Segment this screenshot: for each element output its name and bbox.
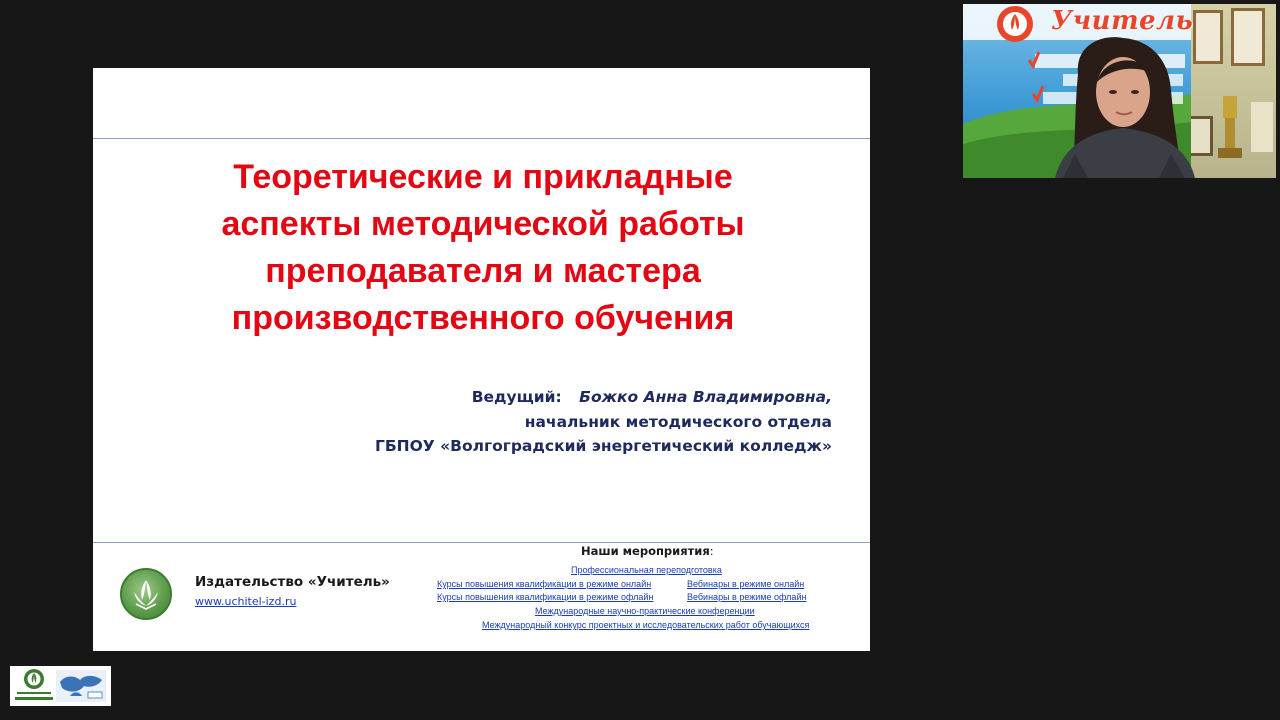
title-line: Теоретические и прикладные [233,158,733,196]
event-link-conferences[interactable]: Международные научно-практические конференции [535,606,755,616]
presenter-position: начальник методического отдела [524,412,832,431]
event-link-webinars-offline[interactable]: Вебинары в режиме офлайн [687,592,807,602]
slide-title [133,154,833,342]
presenter-webcam [963,4,1276,178]
title-line: производственного обучения [231,299,735,337]
webcam-banner-brand: Учитель [1051,6,1194,36]
presenter-name: Божко Анна Владимировна, [579,388,832,406]
event-link-webinars-online[interactable]: Вебинары в режиме онлайн [687,579,805,589]
event-link-courses-offline[interactable]: Курсы повышения квалификации в режиме офлайн [437,592,654,602]
presenter-block [232,385,832,459]
publisher-website-link[interactable]: www.uchitel-izd.ru [195,595,297,608]
events-heading [581,544,714,558]
event-link-courses-online[interactable]: Курсы повышения квалификации в режиме онлайн [437,579,652,589]
events-heading-suffix: : [709,544,714,558]
publisher-name: Издательство «Учитель» [195,574,390,590]
presentation-slide [93,68,870,651]
slide-bottom-divider [93,542,870,543]
title-line: аспекты методической работы [221,205,745,243]
watermark-logo-image [10,666,111,706]
presenter-label: Ведущий: [471,388,562,406]
slide-top-divider [93,138,870,139]
events-heading-text: Наши мероприятия [581,544,710,558]
presenter-organization: ГБПОУ «Волгоградский энергетический колледж» [374,437,832,455]
event-link-retraining[interactable]: Профессиональная переподготовка [571,565,722,575]
publisher-logo-icon [120,568,172,620]
event-link-contest[interactable]: Международный конкурс проектных и исследовательских работ обучающихся [482,620,810,630]
title-line: преподавателя и мастера [265,252,701,290]
